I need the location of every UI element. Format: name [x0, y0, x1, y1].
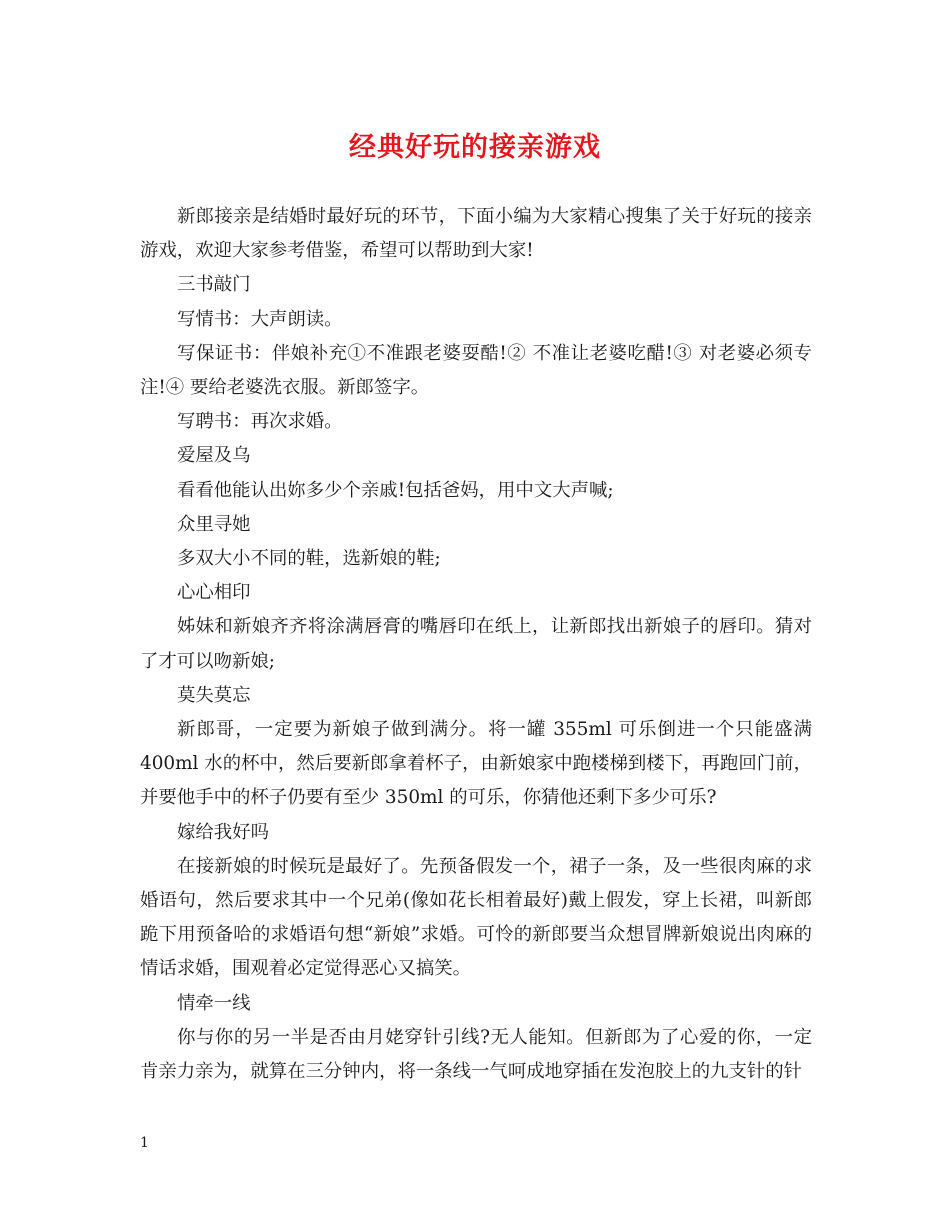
paragraph: 姊妹和新娘齐齐将涂满唇膏的嘴唇印在纸上，让新郎找出新娘子的唇印。猜对了才可以吻新娘;	[140, 616, 812, 672]
section-heading: 情牵一线	[177, 992, 251, 1014]
paragraph: 写保证书：伴娘补充①不准跟老婆耍酷!② 不准让老婆吃醋!③ 对老婆必须专注!④ 要给老婆洗衣服。新郎签字。	[140, 342, 812, 399]
paragraph: 写情书：大声朗读。	[177, 308, 343, 330]
paragraph: 你与你的另一半是否由月姥穿针引线?无人能知。但新郎为了心爱的你，一定肯亲力亲为，就算在三分钟内，将一条线一气呵成地穿插在发泡胶上的九支针的针	[140, 1026, 812, 1083]
intro-paragraph: 新郎接亲是结婚时最好玩的环节，下面小编为大家精心搜集了关于好玩的接亲游戏，欢迎大家参考借鉴，希望可以帮助到大家!	[140, 206, 812, 262]
document-title: 经典好玩的接亲游戏	[349, 132, 601, 163]
section-heading: 众里寻她	[177, 513, 251, 535]
paragraph: 多双大小不同的鞋，选新娘的鞋;	[177, 548, 441, 570]
document-body	[140, 200, 812, 1089]
page-number: 1	[140, 1135, 149, 1151]
section-heading: 爱屋及乌	[177, 445, 251, 467]
section-heading: 莫失莫忘	[177, 684, 251, 706]
section-heading: 三书敲门	[177, 274, 251, 296]
paragraph: 新郎哥，一定要为新娘子做到满分。将一罐 355ml 可乐倒进一个只能盛满 400ml 水的杯中，然后要新郎拿着杯子，由新娘家中跑楼梯到楼下，再跑回门前，并要他手中的杯子仍要有至少 350ml 的可乐，你猜他还剩下多少可乐?	[140, 719, 812, 809]
paragraph: 在接新娘的时候玩是最好了。先预备假发一个，裙子一条，及一些很肉麻的求婚语句，然后要求其中一个兄弟(像如花长相着最好)戴上假发，穿上长裙，叫新郎跪下用预备哈的求婚语句想“新娘”求婚。可怜的新郎要当众想冒牌新娘说出肉麻的情话求婚，围观着必定觉得恶心又搞笑。	[140, 855, 812, 980]
paragraph: 看看他能认出妳多少个亲戚!包括爸妈，用中文大声喊;	[177, 479, 614, 501]
section-heading: 心心相印	[177, 582, 251, 604]
section-heading: 嫁给我好吗	[177, 821, 269, 843]
paragraph: 写聘书：再次求婚。	[177, 411, 343, 433]
